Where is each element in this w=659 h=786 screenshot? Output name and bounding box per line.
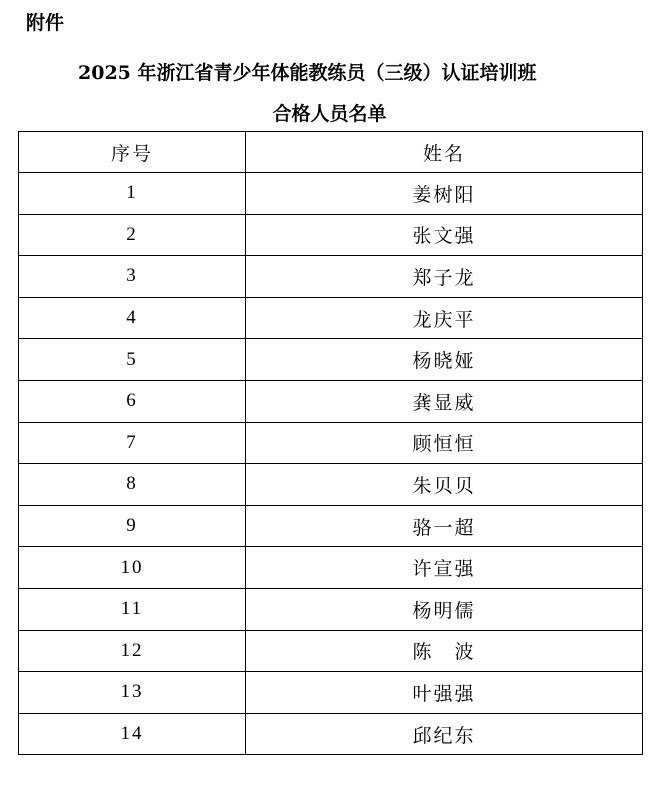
table-row — [19, 505, 643, 547]
row-name: 郑子龙 — [246, 256, 643, 298]
row-number: 1 — [19, 173, 246, 215]
row-number: 7 — [19, 422, 246, 464]
row-number: 13 — [19, 672, 246, 714]
table-row — [19, 713, 643, 755]
row-number: 9 — [19, 505, 246, 547]
row-number: 12 — [19, 630, 246, 672]
row-name: 张文强 — [246, 214, 643, 256]
table-row — [19, 547, 643, 589]
row-name: 龙庆平 — [246, 297, 643, 339]
row-name: 姜树阳 — [246, 173, 643, 215]
column-header-number: 序号 — [19, 132, 246, 173]
row-name: 杨明儒 — [246, 588, 643, 630]
table-row — [19, 339, 643, 381]
row-name: 邱纪东 — [246, 713, 643, 755]
row-number: 2 — [19, 214, 246, 256]
table-row — [19, 214, 643, 256]
table-row — [19, 672, 643, 714]
row-name: 骆一超 — [246, 505, 643, 547]
table-row — [19, 173, 643, 215]
column-header-name: 姓名 — [246, 132, 643, 173]
row-name: 叶强强 — [246, 672, 643, 714]
row-name: 陈 波 — [246, 630, 643, 672]
row-number: 6 — [19, 380, 246, 422]
row-number: 4 — [19, 297, 246, 339]
row-name: 朱贝贝 — [246, 464, 643, 506]
document-subtitle: 合格人员名单 — [272, 103, 387, 125]
row-number: 10 — [19, 547, 246, 589]
row-number: 5 — [19, 339, 246, 381]
row-number: 11 — [19, 588, 246, 630]
table-row — [19, 256, 643, 298]
table-row — [19, 588, 643, 630]
row-number: 3 — [19, 256, 246, 298]
row-name: 杨晓娅 — [246, 339, 643, 381]
table-row — [19, 380, 643, 422]
table-row — [19, 630, 643, 672]
table-row — [19, 464, 643, 506]
table-header-row — [19, 132, 643, 173]
row-name: 顾恒恒 — [246, 422, 643, 464]
roster-table — [18, 131, 643, 755]
attachment-label: 附件 — [26, 12, 65, 34]
table-row — [19, 422, 643, 464]
row-number: 8 — [19, 464, 246, 506]
table-row — [19, 297, 643, 339]
row-number: 14 — [19, 713, 246, 755]
document-title: 2025 年浙江省青少年体能教练员（三级）认证培训班 — [78, 62, 537, 84]
row-name: 许宣强 — [246, 547, 643, 589]
row-name: 龚显威 — [246, 380, 643, 422]
